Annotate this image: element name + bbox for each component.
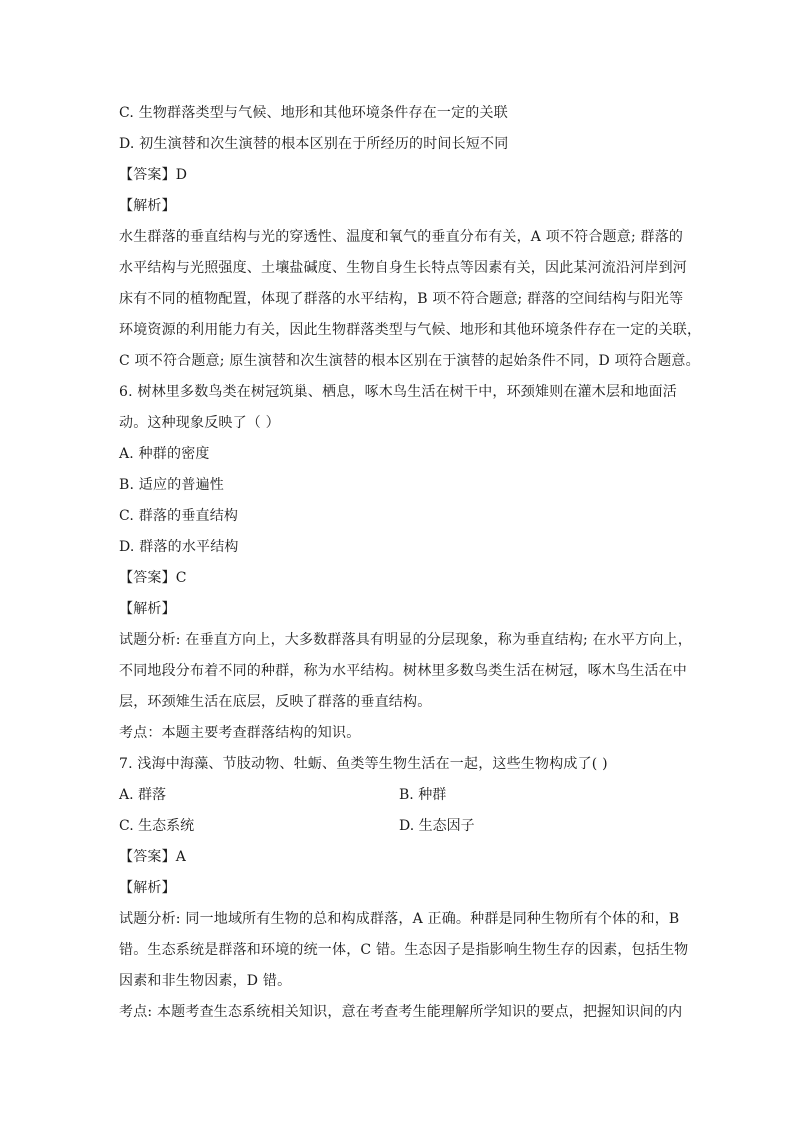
q6-option-d: D. 群落的水平结构 (119, 539, 239, 555)
q5-analysis-line: 水生群落的垂直结构与光的穿透性、温度和氧气的垂直分布有关，A 项不符合题意; 群落的 (119, 229, 684, 245)
q5-option-d: D. 初生演替和次生演替的根本区别在于所经历的时间长短不同 (119, 136, 509, 152)
q7-analysis-line: 因素和非生物因素，D 错。 (119, 973, 292, 989)
q7-answer: 【答案】A (119, 849, 187, 865)
q6-analysis-label: 【解析】 (119, 601, 176, 617)
q7-option-c: C. 生态系统 (119, 818, 195, 834)
q7-options-row-1 (119, 780, 679, 811)
q6-stem-line: 6. 树林里多数鸟类在树冠筑巢、栖息，啄木鸟生活在树干中，环颈雉则在灌木层和地面活 (119, 384, 678, 400)
q7-analysis-label: 【解析】 (119, 880, 176, 896)
q5-analysis-line: C 项不符合题意; 原生演替和次生演替的根本区别在于演替的起始条件不同，D 项符合题意。 (119, 353, 700, 369)
q7-option-b: B. 种群 (399, 787, 447, 803)
q6-option-a: A. 种群的密度 (119, 446, 210, 462)
q7-option-a: A. 群落 (119, 787, 167, 803)
q7-analysis-line: 错。生态系统是群落和环境的统一体，C 错。生态因子是指影响生物生存的因素，包括生物 (119, 942, 689, 958)
q6-analysis-line: 试题分析: 在垂直方向上，大多数群落具有明显的分层现象，称为垂直结构; 在水平方向上， (119, 632, 692, 648)
q6-option-b: B. 适应的普遍性 (119, 477, 224, 493)
q5-analysis-line: 水平结构与光照强度、土壤盐碱度、生物自身生长特点等因素有关，因此某河流沿河岸到河 (119, 260, 687, 276)
q5-analysis-label: 【解析】 (119, 198, 176, 214)
q6-kaodian: 考点：本题主要考查群落结构的知识。 (119, 725, 361, 741)
q5-option-c: C. 生物群落类型与气候、地形和其他环境条件存在一定的关联 (119, 105, 508, 121)
q6-analysis-line: 不同地段分布着不同的种群，称为水平结构。树林里多数鸟类生活在树冠，啄木鸟生活在中 (119, 663, 687, 679)
q6-stem-line: 动。这种现象反映了（ ） (119, 415, 280, 431)
q6-answer: 【答案】C (119, 570, 187, 586)
q5-analysis-line: 床有不同的植物配置，体现了群落的水平结构，B 项不符合题意; 群落的空间结构与阳光等 (119, 291, 684, 307)
q7-analysis-line: 试题分析: 同一地域所有生物的总和构成群落，A 正确。种群是同种生物所有个体的和，B (119, 911, 680, 927)
document-page (119, 98, 702, 1028)
q6-option-c: C. 群落的垂直结构 (119, 508, 239, 524)
q7-kaodian: 考点: 本题考查生态系统相关知识，意在考查考生能理解所学知识的要点，把握知识间的内 (119, 1004, 683, 1020)
q5-answer: 【答案】D (119, 167, 188, 183)
q5-analysis-line: 环境资源的利用能力有关，因此生物群落类型与气候、地形和其他环境条件存在一定的关联， (119, 322, 702, 338)
q7-options-row-2 (119, 811, 679, 842)
q7-option-d: D. 生态因子 (399, 818, 475, 834)
q7-stem: 7. 浅海中海藻、节肢动物、牡蛎、鱼类等生物生活在一起，这些生物构成了( ) (119, 756, 608, 772)
q6-analysis-line: 层，环颈雉生活在底层，反映了群落的垂直结构。 (119, 694, 432, 710)
